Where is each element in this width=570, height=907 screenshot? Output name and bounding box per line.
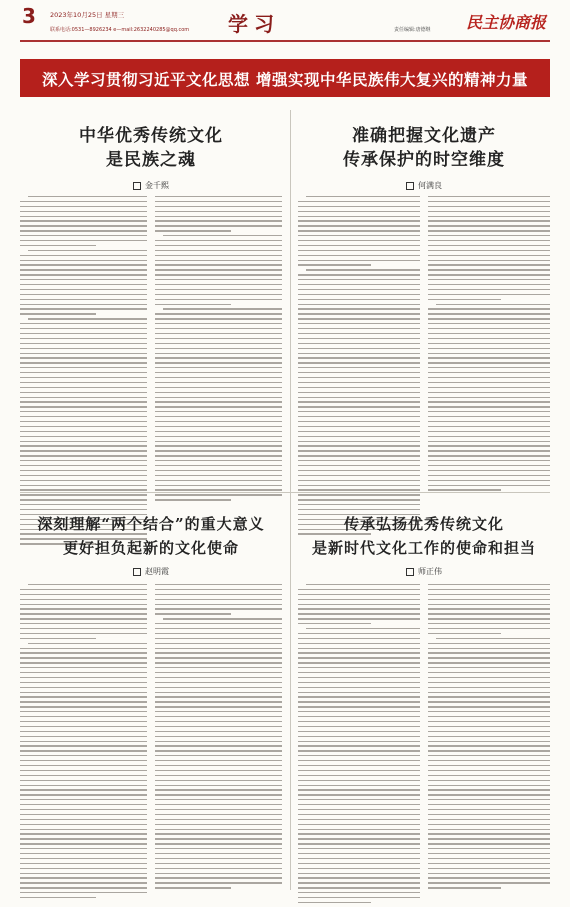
article-byline	[298, 566, 550, 577]
contact-info: 联系电话:0531—8926234 e—mail:2632240285@qq.com	[50, 27, 190, 33]
article-1	[20, 110, 282, 485]
masthead	[0, 0, 570, 52]
byline-marker-icon	[133, 568, 141, 576]
article-2	[298, 110, 550, 485]
editor-credit: 责任编辑:唐德继	[394, 27, 431, 33]
article-byline	[20, 180, 282, 191]
article-headline-line1: 传承弘扬优秀传统文化	[343, 515, 504, 533]
article-byline	[20, 566, 282, 577]
article-headline-line1: 中华优秀传统文化	[79, 126, 223, 146]
banner-text: 深入学习贯彻习近平文化思想 增强实现中华民族伟大复兴的精神力量	[42, 71, 528, 89]
body-column	[20, 584, 147, 902]
article-4	[298, 500, 550, 890]
byline-marker-icon	[406, 182, 414, 190]
byline-marker-icon	[406, 568, 414, 576]
article-headline-line2: 是新时代文化工作的使命和担当	[311, 539, 536, 557]
article-author: 金千熙	[145, 181, 169, 190]
body-column	[428, 584, 550, 907]
article-headline-line2: 是民族之魂	[106, 150, 196, 170]
article-headline-line1: 准确把握文化遗产	[352, 126, 496, 146]
column-divider	[290, 110, 291, 890]
article-author: 何满良	[418, 181, 442, 190]
article-headline-line2: 更好担负起新的文化使命	[62, 539, 239, 557]
page-number: 3	[22, 4, 36, 28]
article-author: 师正伟	[418, 567, 442, 576]
article-body	[20, 584, 282, 902]
article-3	[20, 500, 282, 890]
section-title: 学习	[228, 12, 280, 36]
article-headline-line2: 传承保护的时空维度	[343, 150, 505, 170]
article-author: 赵明霞	[145, 567, 169, 576]
body-column	[428, 196, 550, 538]
issue-date: 2023年10月25日 星期三	[50, 11, 125, 19]
body-column	[20, 196, 147, 548]
article-body	[298, 584, 550, 907]
article-byline	[298, 180, 550, 191]
article-body	[298, 196, 550, 538]
article-body	[20, 196, 282, 548]
body-column	[155, 196, 282, 548]
body-column	[298, 196, 420, 538]
headline-banner	[20, 59, 550, 97]
body-column	[155, 584, 282, 902]
masthead-rule	[20, 40, 550, 42]
newspaper-logo: 民主协商报	[466, 13, 547, 32]
article-headline-line1: 深刻理解“两个结合”的重大意义	[37, 515, 265, 533]
body-column	[298, 584, 420, 907]
byline-marker-icon	[133, 182, 141, 190]
